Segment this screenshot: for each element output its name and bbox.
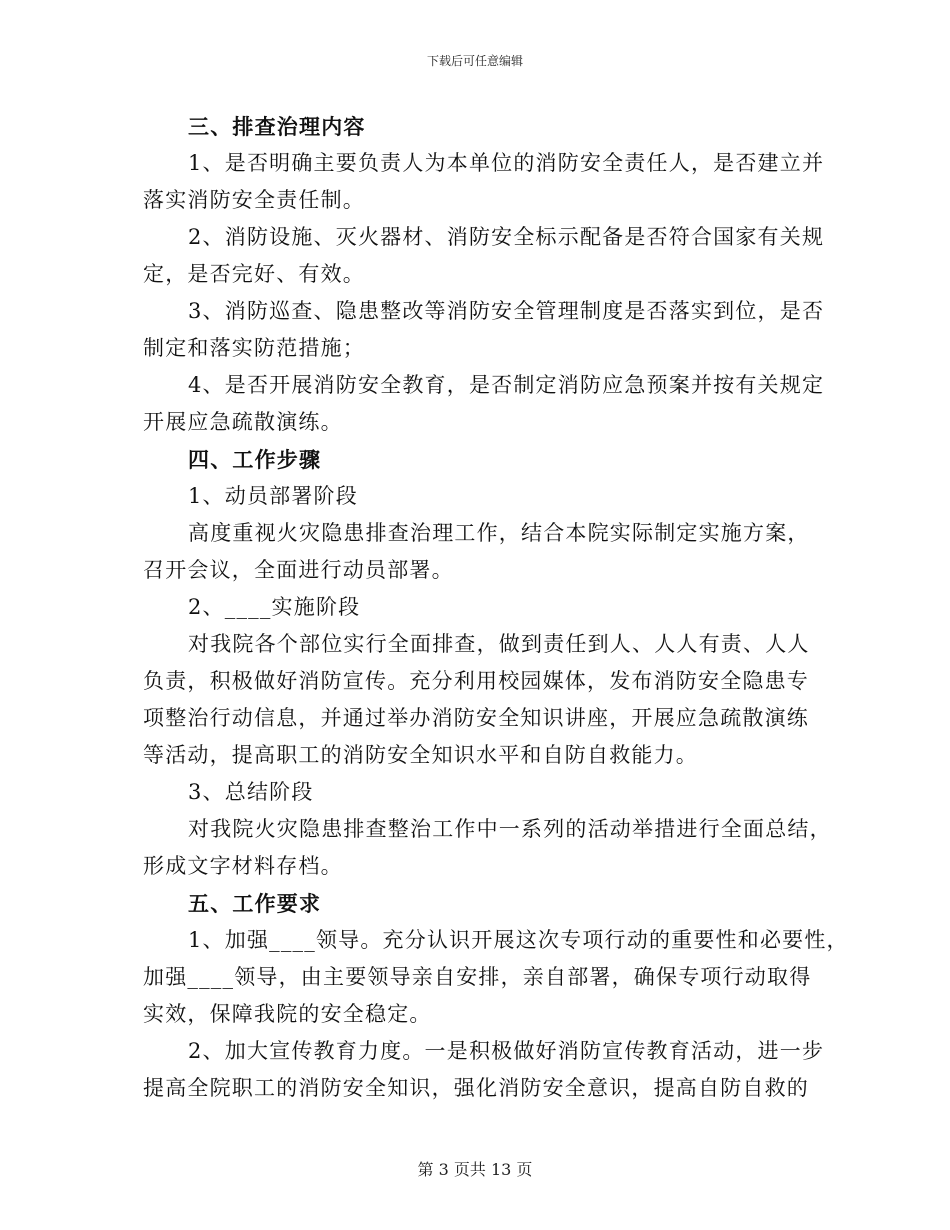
text-line: 定，是否完好、有效。 <box>143 262 365 286</box>
text-line: 召开会议，全面进行动员部署。 <box>143 558 454 582</box>
text-line: 3、消防巡查、隐患整改等消防安全管理制度是否落实到位，是否 <box>188 299 825 323</box>
text-line: 落实消防安全责任制。 <box>143 188 365 212</box>
text-line: 负责，积极做好消防宣传。充分利用校园媒体，发布消防安全隐患专 <box>143 669 809 693</box>
text-line: 等活动，提高职工的消防安全知识水平和自防自救能力。 <box>143 743 698 767</box>
text-line: 3、总结阶段 <box>188 780 314 804</box>
section-heading: 四、工作步骤 <box>188 447 322 472</box>
page-header: 下载后可任意编辑 <box>426 54 523 68</box>
text-line: 1、加强____领导。充分认识开展这次专项行动的重要性和必要性， <box>188 928 849 952</box>
section-heading: 五、工作要求 <box>188 891 322 916</box>
text-line: 对我院火灾隐患排查整治工作中一系列的活动举措进行全面总结， <box>188 817 832 841</box>
text-line: 高度重视火灾隐患排查治理工作，结合本院实际制定实施方案， <box>188 521 810 545</box>
text-line: 4、是否开展消防安全教育，是否制定消防应急预案并按有关规定 <box>188 373 825 397</box>
text-line: 实效，保障我院的安全稳定。 <box>143 1002 432 1026</box>
text-line: 2、消防设施、灭火器材、消防安全标示配备是否符合国家有关规 <box>188 225 825 249</box>
text-line: 制定和落实防范措施； <box>143 336 365 360</box>
document-body <box>143 108 849 1107</box>
text-line: 对我院各个部位实行全面排查，做到责任到人、人人有责、人人 <box>188 632 810 656</box>
text-line: 加强____领导，由主要领导亲自安排，亲自部署，确保专项行动取得 <box>143 965 812 989</box>
text-line: 项整治行动信息，并通过举办消防安全知识讲座，开展应急疏散演练 <box>143 706 809 730</box>
text-line: 2、____实施阶段 <box>188 595 361 619</box>
text-line: 提高全院职工的消防安全知识，强化消防安全意识，提高自防自救的 <box>143 1076 809 1100</box>
text-line: 2、加大宣传教育力度。一是积极做好消防宣传教育活动，进一步 <box>188 1039 825 1063</box>
page-footer: 第 3 页共 13 页 <box>417 1160 533 1179</box>
text-line: 形成文字材料存档。 <box>143 854 343 878</box>
text-line: 开展应急疏散演练。 <box>143 410 343 434</box>
section-heading: 三、排查治理内容 <box>188 114 366 139</box>
text-line: 1、是否明确主要负责人为本单位的消防安全责任人，是否建立并 <box>188 151 825 175</box>
text-line: 1、动员部署阶段 <box>188 484 358 508</box>
